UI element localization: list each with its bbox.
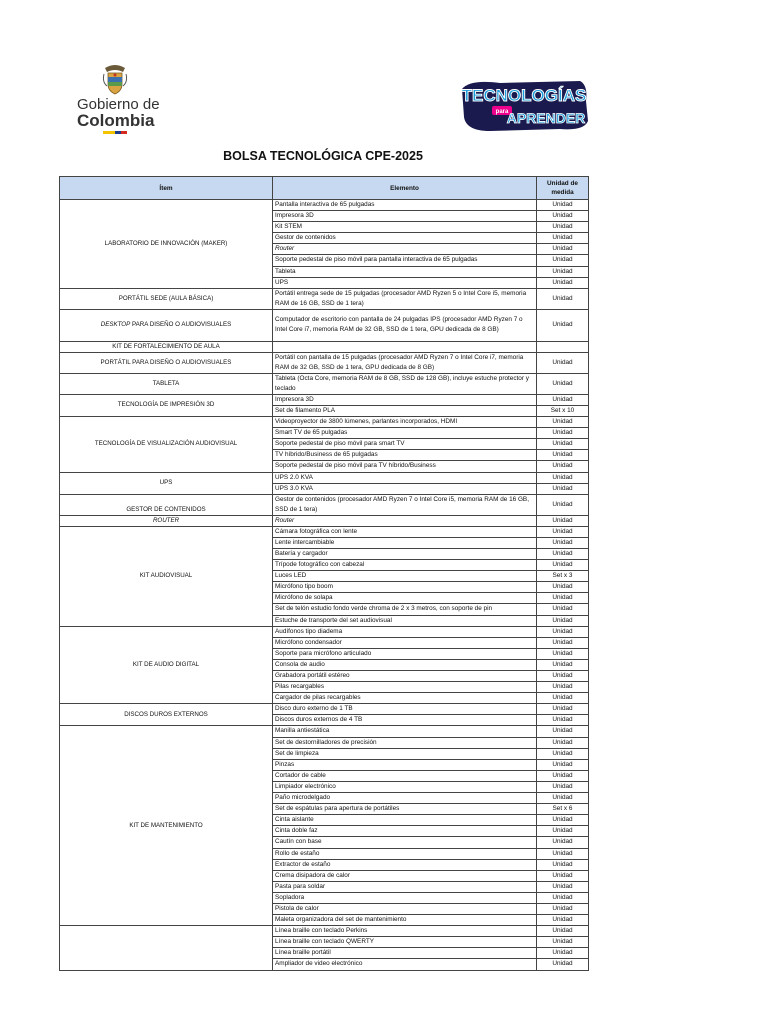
element-cell: Batería y cargador [273,548,537,559]
unit-cell: Unidad [537,848,589,859]
element-cell: Soporte pedestal de piso móvil para TV híbrido/Business [273,461,537,472]
table-row [60,494,589,515]
element-cell: Grabadora portátil estéreo [273,671,537,682]
element-cell: Pasta para soldar [273,881,537,892]
item-label: PORTÁTIL PARA DISEÑO O AUDIOVISUALES [100,358,232,366]
element-cell: Cortador de cable [273,770,537,781]
element-cell: Maleta organizadora del set de mantenimiento [273,915,537,926]
unit-cell: Unidad [537,233,589,244]
unit-cell: Unidad [537,309,589,341]
unit-cell: Unidad [537,637,589,648]
unit-cell: Unidad [537,770,589,781]
element-cell: TV híbrido/Business de 65 pulgadas [273,450,537,461]
element-cell: Extractor de estaño [273,859,537,870]
element-cell: Micrófono tipo boom [273,582,537,593]
item-label: ROUTER [152,516,180,524]
unit-cell: Unidad [537,815,589,826]
table-row [60,515,589,526]
item-label: KIT DE AUDIO DIGITAL [132,660,200,668]
element-cell: Pilas recargables [273,682,537,693]
item-label: UPS [159,479,173,487]
table-row [60,726,589,737]
gov-logo-line1: Gobierno de [77,96,160,113]
unit-cell: Unidad [537,277,589,288]
unit-cell: Unidad [537,915,589,926]
element-cell: UPS 2.0 KVA [273,472,537,483]
header-item: Ítem [60,177,273,200]
unit-cell: Unidad [537,659,589,670]
item-cell [60,352,273,373]
table-row [60,394,589,405]
item-label: PARA DISEÑO O AUDIOVISUALES [131,321,232,329]
unit-cell: Unidad [537,417,589,428]
unit-cell: Unidad [537,526,589,537]
item-cell [60,726,273,926]
unit-cell: Unidad [537,244,589,255]
table-row [60,526,589,537]
item-cell [60,417,273,472]
unit-cell: Unidad [537,560,589,571]
unit-cell: Unidad [537,352,589,373]
element-cell: Línea braille con teclado QWERTY [273,937,537,948]
element-cell: Sopladora [273,892,537,903]
program-logo-line1: TECNOLOGÍAS [461,86,587,105]
unit-cell: Unidad [537,826,589,837]
unit-cell: Unidad [537,748,589,759]
table-row [60,926,589,937]
tecnologias-para-aprender-logo [460,77,590,133]
item-cell [60,341,273,352]
unit-cell: Unidad [537,394,589,405]
element-cell [273,341,537,352]
unit-cell: Unidad [537,881,589,892]
element-cell: Cargador de pilas recargables [273,693,537,704]
unit-cell: Unidad [537,288,589,309]
element-cell: Pinzas [273,759,537,770]
item-cell [60,494,273,515]
unit-cell: Unidad [537,439,589,450]
unit-cell: Set x 10 [537,405,589,416]
element-cell: Portátil entrega sede de 15 pulgadas (procesador AMD Ryzen 5 o Intel Core i5, memoria RAM de 16 GB, SSD de 1 tera) [273,288,537,309]
unit-cell: Unidad [537,648,589,659]
element-cell: Limpiador electrónico [273,781,537,792]
unit-cell: Unidad [537,715,589,726]
program-logo-line2: para [495,109,509,115]
element-cell: Tableta [273,266,537,277]
coat-of-arms-icon [101,64,129,96]
unit-cell: Unidad [537,615,589,626]
gov-logo-line2: Colombia [77,111,155,130]
item-prefix: DESKTOP [100,321,131,329]
element-cell: Cinta doble faz [273,826,537,837]
element-cell: Soporte pedestal de piso móvil para smart TV [273,439,537,450]
unit-cell: Unidad [537,548,589,559]
unit-cell: Unidad [537,537,589,548]
unit-cell: Unidad [537,428,589,439]
unit-cell: Unidad [537,671,589,682]
table-row [60,626,589,637]
header-element: Elemento [273,177,537,200]
item-label: DISCOS DUROS EXTERNOS [124,710,208,718]
element-cell: Estuche de transporte del set audiovisual [273,615,537,626]
element-cell: Cámara fotográfica con lente [273,526,537,537]
element-cell: Luces LED [273,571,537,582]
element-cell: Router [273,515,537,526]
unit-cell: Unidad [537,515,589,526]
element-cell: Set de limpieza [273,748,537,759]
program-logo-graphic [460,77,590,133]
unit-cell: Unidad [537,461,589,472]
element-cell: Gestor de contenidos [273,233,537,244]
element-cell: Micrófono de solapa [273,593,537,604]
element-cell: Línea braille con teclado Perkins [273,926,537,937]
element-cell: Crema disipadora de calor [273,870,537,881]
unit-cell: Unidad [537,937,589,948]
element-cell: Portátil con pantalla de 15 pulgadas (procesador AMD Ryzen 7 o Intel Core i7, memoria RAM de 32 GB, SSD de 1 tera, GPU dedicada de 8 GB) [273,352,537,373]
technology-items-table [59,176,589,971]
table-row [60,472,589,483]
item-cell [60,200,273,289]
unit-cell: Unidad [537,793,589,804]
unit-cell: Unidad [537,903,589,914]
unit-cell: Unidad [537,494,589,515]
element-cell: Ampliador de video electrónico [273,959,537,970]
unit-cell: Unidad [537,759,589,770]
item-label: TABLETA [152,379,180,387]
gobierno-colombia-logo [77,64,160,136]
item-cell [60,373,273,394]
unit-cell: Unidad [537,200,589,211]
element-cell: Pistola de calor [273,903,537,914]
element-cell: Pantalla interactiva de 65 pulgadas [273,200,537,211]
unit-cell: Unidad [537,266,589,277]
element-cell: Micrófono condensador [273,637,537,648]
element-cell: Lente intercambiable [273,537,537,548]
element-cell: Set de filamento PLA [273,405,537,416]
element-cell: Manilla antiestática [273,726,537,737]
unit-cell: Unidad [537,211,589,222]
unit-cell: Unidad [537,222,589,233]
element-cell: Disco duro externo de 1 TB [273,704,537,715]
item-cell [60,394,273,416]
table-header-row [60,177,589,200]
unit-cell: Unidad [537,626,589,637]
element-cell: Impresora 3D [273,394,537,405]
unit-cell: Unidad [537,450,589,461]
header-unit: Unidad de medida [537,177,589,200]
element-cell: Kit STEM [273,222,537,233]
item-label: GESTOR DE CONTENIDOS [126,505,206,513]
table-row [60,341,589,352]
element-cell: Trípode fotográfico con cabezal [273,560,537,571]
document-title: BOLSA TECNOLÓGICA CPE-2025 [223,149,423,163]
unit-cell: Unidad [537,726,589,737]
element-cell: Videoproyector de 3800 lúmenes, parlantes incorporados, HDMI [273,417,537,428]
unit-cell: Set x 3 [537,571,589,582]
element-cell: Smart TV de 65 pulgadas [273,428,537,439]
element-cell: Set de espátulas para apertura de portátiles [273,804,537,815]
unit-cell: Unidad [537,870,589,881]
table-row [60,352,589,373]
element-cell: Línea braille portátil [273,948,537,959]
table-row [60,309,589,341]
element-cell: Consola de audio [273,659,537,670]
element-cell: Impresora 3D [273,211,537,222]
item-cell [60,626,273,704]
element-cell: Gestor de contenidos (procesador AMD Ryzen 7 o Intel Core i5, memoria RAM de 16 GB, SSD de 1 tera) [273,494,537,515]
unit-cell: Unidad [537,948,589,959]
element-cell: Cautín con base [273,837,537,848]
element-cell: Set de destornilladores de precisión [273,737,537,748]
table-row [60,704,589,715]
item-label: TECNOLOGÍA DE IMPRESIÓN 3D [117,401,215,409]
element-cell: Set de telón estudio fondo verde chroma de 2 x 3 metros, con soporte de pin [273,604,537,615]
element-cell: UPS [273,277,537,288]
item-label: KIT AUDIOVISUAL [139,572,193,580]
table-row [60,200,589,211]
element-cell: Cinta aislante [273,815,537,826]
element-cell: Soporte pedestal de piso móvil para pantalla interactiva de 65 pulgadas [273,255,537,266]
table-row [60,417,589,428]
item-cell [60,526,273,626]
item-label: KIT DE FORTALECIMIENTO DE AULA [112,342,220,350]
element-cell: Tableta (Octa Core, memoria RAM de 8 GB, SSD de 128 GB), incluye estuche protector y teclado [273,373,537,394]
item-label: TECNOLOGÍA DE VISUALIZACIÓN AUDIOVISUAL [94,440,238,448]
unit-cell: Unidad [537,483,589,494]
item-cell [60,515,273,526]
item-label: KIT DE MANTENIMIENTO [129,821,203,829]
item-label: PORTÁTIL SEDE (AULA BÁSICA) [118,294,214,302]
element-cell: Discos duros externos de 4 TB [273,715,537,726]
unit-cell: Unidad [537,959,589,970]
element-cell: Paño microdelgado [273,793,537,804]
unit-cell: Unidad [537,604,589,615]
unit-cell: Unidad [537,472,589,483]
element-cell: Computador de escritorio con pantalla de 24 pulgadas IPS (procesador AMD Ryzen 7 o Intel Core i7, memoria RAM de 32 GB, SSD de 1 tera, GPU dedicada de 8 GB) [273,309,537,341]
unit-cell: Unidad [537,892,589,903]
item-cell [60,309,273,341]
unit-cell: Unidad [537,255,589,266]
table-body [60,200,589,971]
element-cell: Soporte para micrófono articulado [273,648,537,659]
unit-cell: Set x 6 [537,804,589,815]
flag-bar [103,131,127,134]
item-cell [60,704,273,726]
unit-cell: Unidad [537,781,589,792]
program-logo-line3: APRENDER [506,110,586,126]
item-cell [60,288,273,309]
item-cell [60,472,273,494]
unit-cell: Unidad [537,582,589,593]
element-cell: Audífonos tipo diadema [273,626,537,637]
unit-cell [537,341,589,352]
unit-cell: Unidad [537,926,589,937]
element-cell: Rollo de estaño [273,848,537,859]
unit-cell: Unidad [537,693,589,704]
unit-cell: Unidad [537,373,589,394]
element-cell: Router [273,244,537,255]
element-cell: UPS 3.0 KVA [273,483,537,494]
unit-cell: Unidad [537,593,589,604]
item-label: LABORATORIO DE INNOVACIÓN (MAKER) [104,239,228,247]
unit-cell: Unidad [537,837,589,848]
unit-cell: Unidad [537,859,589,870]
unit-cell: Unidad [537,737,589,748]
unit-cell: Unidad [537,704,589,715]
table-row [60,373,589,394]
table-row [60,288,589,309]
unit-cell: Unidad [537,682,589,693]
item-cell [60,926,273,970]
